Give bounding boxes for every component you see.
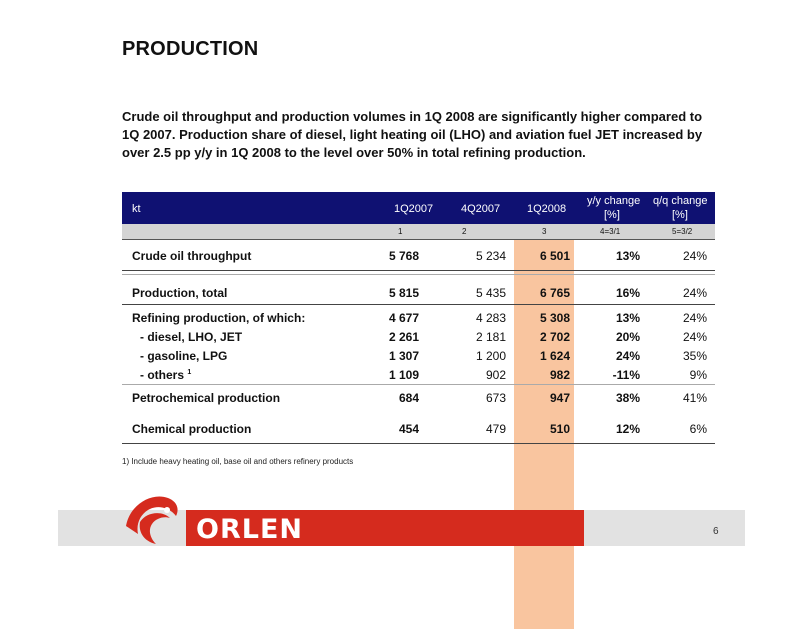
header-yy-change: y/y change	[587, 195, 641, 207]
row-label: Chemical production	[132, 422, 252, 436]
cell-1q2008: 6 501	[539, 249, 570, 263]
table-row-others	[122, 366, 715, 384]
cell-1q2008: 947	[549, 391, 570, 405]
table-header	[122, 192, 715, 224]
cell-4q2007: 902	[485, 368, 506, 382]
cell-4q2007: 2 181	[475, 330, 506, 344]
cell-1q2007: 5 768	[388, 249, 419, 263]
orlen-wordmark: ORLEN	[196, 514, 303, 545]
cell-yy: 20%	[615, 330, 640, 344]
cell-1q2007: 5 815	[388, 286, 419, 300]
header-unit: kt	[132, 203, 141, 215]
cell-yy: 38%	[615, 391, 640, 405]
cell-qq: 9%	[689, 368, 707, 382]
cell-1q2007: 454	[398, 422, 419, 436]
row-label	[140, 368, 191, 382]
table-row-crude-oil-throughput	[122, 247, 715, 265]
cell-1q2007: 4 677	[388, 311, 419, 325]
cell-yy: 24%	[615, 349, 640, 363]
cell-1q2008: 2 702	[539, 330, 570, 344]
cell-qq: 24%	[682, 330, 707, 344]
page-number: 6	[713, 526, 719, 537]
row-divider	[122, 270, 715, 271]
row-label: Production, total	[132, 286, 228, 300]
cell-1q2007: 1 307	[388, 349, 419, 363]
subheader-3: 3	[542, 227, 547, 236]
header-qq-unit: [%]	[672, 209, 688, 221]
footnote: 1) Include heavy heating oil, base oil and others refinery products	[122, 457, 354, 466]
header-1q2008: 1Q2008	[527, 203, 567, 215]
cell-qq: 35%	[682, 349, 707, 363]
cell-1q2007: 2 261	[388, 330, 419, 344]
cell-yy: 16%	[615, 286, 640, 300]
row-label-text: - others	[140, 368, 185, 382]
cell-qq: 6%	[689, 422, 707, 436]
table-row-diesel	[122, 328, 715, 346]
cell-1q2008: 6 765	[539, 286, 570, 300]
row-label: - diesel, LHO, JET	[140, 330, 243, 344]
cell-yy: 13%	[615, 249, 640, 263]
cell-1q2008: 510	[549, 422, 570, 436]
cell-qq: 24%	[682, 311, 707, 325]
footnote-marker: 1	[187, 369, 192, 376]
lead-paragraph: Crude oil throughput and production volumes in 1Q 2008 are significantly higher compared to 1Q 2007. Production share of diesel, light heating oil (LHO) and aviation fuel JET increased by over 2.5 pp y/y in 1Q 2008 to the level over 50% in total refining production.	[122, 109, 703, 160]
row-label: Crude oil throughput	[132, 249, 252, 263]
orlen-eagle-logo-icon	[118, 486, 198, 548]
cell-4q2007: 5 435	[475, 286, 506, 300]
subheader-4: 4=3/1	[600, 227, 621, 236]
table-row-refining-production	[122, 309, 715, 327]
row-divider	[122, 304, 715, 305]
row-divider	[122, 384, 715, 385]
cell-4q2007: 4 283	[475, 311, 506, 325]
cell-qq: 24%	[682, 286, 707, 300]
cell-1q2008: 982	[549, 368, 570, 382]
cell-1q2008: 5 308	[539, 311, 570, 325]
cell-4q2007: 673	[485, 391, 506, 405]
table-row-petrochemical	[122, 389, 715, 407]
cell-yy: 13%	[615, 311, 640, 325]
cell-4q2007: 1 200	[475, 349, 506, 363]
cell-qq: 41%	[682, 391, 707, 405]
table-row-chemical	[122, 420, 715, 438]
cell-4q2007: 5 234	[475, 249, 506, 263]
cell-4q2007: 479	[485, 422, 506, 436]
table-bottom-border	[122, 443, 715, 444]
cell-1q2008: 1 624	[539, 349, 570, 363]
table-subheader	[122, 224, 715, 240]
subheader-1: 1	[398, 227, 403, 236]
row-divider	[122, 274, 715, 275]
subheader-5: 5=3/2	[672, 227, 693, 236]
page-title: PRODUCTION	[122, 38, 259, 60]
cell-yy: -11%	[612, 368, 640, 382]
row-label: Petrochemical production	[132, 391, 281, 405]
cell-1q2007: 684	[398, 391, 419, 405]
cell-yy: 12%	[615, 422, 640, 436]
header-qq-change: q/q change	[653, 195, 708, 207]
row-label: Refining production, of which:	[132, 311, 306, 325]
header-1q2007: 1Q2007	[394, 203, 434, 215]
header-yy-unit: [%]	[604, 209, 620, 221]
row-label: - gasoline, LPG	[140, 349, 228, 363]
header-4q2007: 4Q2007	[461, 203, 501, 215]
cell-1q2007: 1 109	[388, 368, 419, 382]
subheader-2: 2	[462, 227, 467, 236]
cell-qq: 24%	[682, 249, 707, 263]
table-row-production-total	[122, 284, 715, 302]
table-row-gasoline	[122, 347, 715, 365]
production-table	[122, 192, 715, 436]
